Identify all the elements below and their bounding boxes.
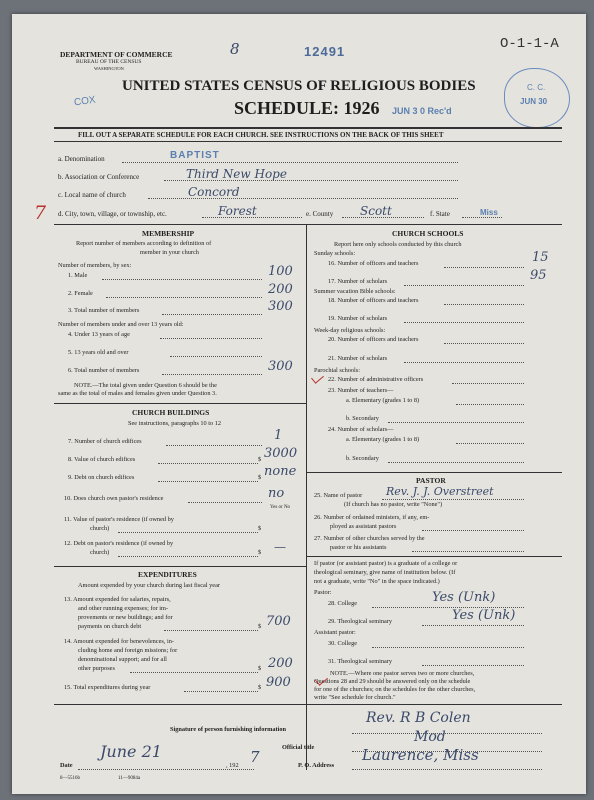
fill-line <box>388 422 524 423</box>
q12-label-a: 12. Debt on pastor's residence (if owned by <box>64 540 174 547</box>
q14-label-c: denominational support; and for all <box>78 656 167 663</box>
q5-label: 5. 13 years old and over <box>68 349 129 356</box>
divider <box>54 566 306 567</box>
q11-label-a: 11. Value of pastor's residence (if owned by <box>64 516 174 523</box>
q14-label-d: other purposes <box>78 665 115 672</box>
q12-label-b: church) <box>90 549 110 556</box>
fill-line <box>184 691 258 692</box>
dollar-sign: $ <box>258 525 262 532</box>
fill-line <box>412 551 524 552</box>
form-subtitle: SCHEDULE: 1926 <box>234 98 380 118</box>
asst-sublabel: Assistant pastor: <box>314 629 356 636</box>
q23a-label: a. Elementary (grades 1 to 8) <box>346 397 420 404</box>
fill-line <box>422 530 524 531</box>
fill-line <box>202 217 302 218</box>
q22-label: 22. Number of administrative officers <box>328 376 424 383</box>
fill-line <box>158 463 258 464</box>
city-name: WASHINGTON <box>94 66 124 71</box>
q29-label: 29. Theological seminary <box>328 618 393 625</box>
fill-line <box>122 162 458 163</box>
q19-label: 19. Number of scholars <box>328 315 388 322</box>
received-stamp: JUN 3 0 Rec'd <box>392 106 452 116</box>
fill-line <box>148 198 458 199</box>
q27-label-b: pastor or his assistants <box>330 544 387 551</box>
q9-label: 9. Debt on church edifices <box>68 474 135 481</box>
fill-line <box>130 672 258 673</box>
schools-sub: Report here only schools conducted by this church <box>334 241 462 248</box>
q23b-label: b. Secondary <box>346 415 379 422</box>
dollar-sign: $ <box>258 549 262 556</box>
signature-value: Rev. R B Colen <box>366 710 471 726</box>
q26-label-b: ployed as assistant pastors <box>330 523 397 530</box>
fill-line <box>444 343 524 344</box>
date-value: June 21 <box>100 742 162 761</box>
denomination-value: BAPTIST <box>170 150 220 161</box>
q13-label-b: and other running expenses; for im- <box>78 605 169 612</box>
grad-note-2: theological seminary, give name of institution below. (If <box>314 569 456 576</box>
fill-line <box>388 462 524 463</box>
q28-label: 28. College <box>328 600 358 607</box>
q9-value: none <box>264 464 297 479</box>
q27-label-a: 27. Number of other churches served by the <box>314 535 425 542</box>
expenditures-heading: EXPENDITURES <box>138 570 197 579</box>
divider <box>54 141 562 142</box>
signature-label: Signature of person furnishing information <box>170 726 287 733</box>
fill-line <box>404 285 524 286</box>
q14-label-b: cluding home and foreign missions; for <box>78 647 178 654</box>
fill-line <box>162 314 262 315</box>
q4-label: 4. Under 13 years of age <box>68 331 130 338</box>
q13-label-d: payments on church debt <box>78 623 142 630</box>
q29-value: Yes (Unk) <box>452 608 516 623</box>
q15-label: 15. Total expenditures during year <box>64 684 151 691</box>
pastor-sublabel: Pastor: <box>314 589 332 596</box>
q28-value: Yes (Unk) <box>432 590 496 605</box>
city-label: d. City, town, village, or township, etc. <box>58 210 167 218</box>
local-name-label: c. Local name of church <box>58 191 126 199</box>
fill-line <box>382 499 524 500</box>
fill-line <box>404 322 524 323</box>
q8-value: 3000 <box>264 446 298 461</box>
divider <box>54 704 562 705</box>
serial-number: 12491 <box>304 44 346 59</box>
q18-label: 18. Number of officers and teachers <box>328 297 419 304</box>
fill-line <box>106 297 262 298</box>
city-value: Forest <box>218 204 257 218</box>
pastor-heading: PASTOR <box>416 476 446 485</box>
yes-no-hint: Yes or No <box>270 505 291 510</box>
q15-value: 900 <box>266 675 291 690</box>
q13-value: 700 <box>266 614 291 629</box>
q10-label: 10. Does church own pastor's residence <box>64 495 164 502</box>
membership-note2: same as the total of males and females given under Question 3. <box>58 390 217 397</box>
q7-value: 1 <box>274 428 283 443</box>
q17-value: 95 <box>530 268 547 283</box>
cc-stamp-top: C. C. <box>527 83 546 92</box>
po-address-label: P. O. Address <box>298 762 335 769</box>
state-value: Miss <box>480 208 498 217</box>
q3-label: 3. Total number of members <box>68 307 140 314</box>
fill-line <box>372 647 524 648</box>
divider <box>54 403 306 404</box>
year-value: 7 <box>250 748 260 766</box>
q2-label: 2. Female <box>68 290 93 297</box>
q25-hint: (If church has no pastor, write "None") <box>344 501 443 508</box>
form-title: UNITED STATES CENSUS OF RELIGIOUS BODIES <box>122 78 476 94</box>
divider <box>54 224 562 225</box>
q12-value: — <box>274 540 286 554</box>
fill-line <box>166 445 262 446</box>
association-value: Third New Hope <box>186 167 287 181</box>
q16-value: 15 <box>532 250 549 265</box>
fill-line <box>158 481 258 482</box>
year-prefix: , 192 <box>226 762 239 769</box>
fill-line <box>162 374 262 375</box>
dollar-sign: $ <box>258 456 262 463</box>
pastor-note-3: for one of the churches; on the schedules for the other churches, <box>314 686 476 693</box>
q24b-label: b. Secondary <box>346 455 379 462</box>
fill-line <box>118 556 258 557</box>
local-name-value: Concord <box>188 185 240 199</box>
fill-line <box>422 625 524 626</box>
q20-label: 20. Number of officers and teachers <box>328 336 419 343</box>
fill-line <box>422 665 524 666</box>
q2-value: 200 <box>268 282 293 297</box>
fill-line <box>78 769 254 770</box>
fill-line <box>160 338 262 339</box>
expenditures-sub: Amount expended by your church during last fiscal year <box>78 582 220 589</box>
q14-label-a: 14. Amount expended for benevolences, in- <box>64 638 174 645</box>
q25-value: Rev. J. J. Overstreet <box>386 485 494 498</box>
fill-line <box>164 630 258 631</box>
q21-label: 21. Number of scholars <box>328 355 388 362</box>
cox-stamp: COX <box>73 94 97 109</box>
fill-line <box>352 733 542 734</box>
fill-line <box>456 404 524 405</box>
fill-line <box>444 304 524 305</box>
membership-note1: NOTE.—The total given under Question 6 should be the <box>74 382 217 389</box>
cc-stamp <box>504 68 570 128</box>
dollar-sign: $ <box>258 474 262 481</box>
dept-name: DEPARTMENT OF COMMERCE <box>60 50 173 59</box>
q30-label: 30. College <box>328 640 358 647</box>
dollar-sign: $ <box>258 623 262 630</box>
divider <box>306 472 562 473</box>
fill-line <box>444 267 524 268</box>
fill-line <box>462 217 502 218</box>
bureau-name: BUREAU OF THE CENSUS <box>76 59 142 65</box>
pastor-note-2: Questions 28 and 29 should be answered only on the schedule <box>314 678 471 685</box>
county-value: Scott <box>360 204 392 218</box>
state-label: f. State <box>430 210 450 218</box>
q26-label-a: 26. Number of ordained ministers, if any, em- <box>314 514 430 521</box>
q14-value: 200 <box>268 656 293 671</box>
q25-label: 25. Name of pastor <box>314 492 363 499</box>
dollar-sign: $ <box>258 665 262 672</box>
q6-value: 300 <box>268 359 293 374</box>
denomination-label: a. Denomination <box>58 155 105 163</box>
fill-line <box>118 532 258 533</box>
po-address-value: Laurence, Miss <box>362 746 479 764</box>
pastor-note-4: write "See schedule for church." <box>314 694 396 701</box>
pastor-note-1: NOTE.—Where one pastor serves two or more churches, <box>330 670 475 677</box>
summer-heading: Summer vacation Bible schools: <box>314 288 396 295</box>
date-label: Date <box>60 762 73 769</box>
fill-line <box>456 443 524 444</box>
association-label: b. Association or Conference <box>58 173 140 181</box>
q13-label-c: provements or new buildings; and for <box>78 614 173 621</box>
official-title-label: Official title <box>282 744 315 751</box>
instruction-line: FILL OUT A SEPARATE SCHEDULE FOR EACH CHURCH. SEE INSTRUCTIONS ON THE BACK OF THIS SHEET <box>78 131 444 139</box>
q31-label: 31. Theological seminary <box>328 658 393 665</box>
q1-label: 1. Male <box>68 272 88 279</box>
divider <box>54 127 562 129</box>
q11-label-b: church) <box>90 525 110 532</box>
schools-heading: CHURCH SCHOOLS <box>392 229 464 238</box>
margin-check-mark: 7 <box>34 202 47 224</box>
official-title-value: Mod <box>414 729 446 745</box>
fill-line <box>188 502 262 503</box>
county-label: e. County <box>306 210 334 218</box>
age-heading: Number of members under and over 13 years old: <box>58 321 184 328</box>
weekday-heading: Week-day religious schools: <box>314 327 386 334</box>
fill-line <box>352 769 542 770</box>
q6-label: 6. Total number of members <box>68 367 140 374</box>
handwritten-number: 8 <box>230 40 240 58</box>
fill-line <box>452 383 524 384</box>
q10-value: no <box>268 486 285 501</box>
parochial-heading: Parochial schools: <box>314 367 360 374</box>
q24a-label: a. Elementary (grades 1 to 8) <box>346 436 420 443</box>
q13-label-a: 13. Amount expended for salaries, repairs, <box>64 596 171 603</box>
form-code: O-1-1-A <box>500 36 559 52</box>
q1-value: 100 <box>268 264 293 279</box>
buildings-sub: See instructions, paragraphs 10 to 12 <box>128 420 222 427</box>
grad-note-3: not a graduate, write "No" in the space indicated.) <box>314 578 440 585</box>
fill-line <box>170 356 262 357</box>
buildings-heading: CHURCH BUILDINGS <box>132 408 210 417</box>
membership-heading: MEMBERSHIP <box>142 229 195 238</box>
fill-line <box>102 279 262 280</box>
q3-value: 300 <box>268 299 293 314</box>
dollar-sign: $ <box>258 684 262 691</box>
column-divider <box>306 224 307 770</box>
q17-label: 17. Number of scholars <box>328 278 388 285</box>
membership-sub2: member in your church <box>140 249 199 256</box>
q7-label: 7. Number of church edifices <box>68 438 142 445</box>
sunday-heading: Sunday schools: <box>314 250 356 257</box>
form-number: 8—5516b <box>60 776 80 781</box>
fill-line <box>342 217 424 218</box>
q23-label: 23. Number of teachers— <box>328 387 394 394</box>
print-number: 11—9084a <box>118 776 141 781</box>
membership-sub1: Report number of members according to definition of <box>76 240 212 247</box>
grad-note-1: If pastor (or assistant pastor) is a graduate of a college or <box>314 560 458 567</box>
census-schedule-sheet <box>12 14 586 794</box>
q8-label: 8. Value of church edifices <box>68 456 136 463</box>
divider <box>306 556 562 557</box>
q16-label: 16. Number of officers and teachers <box>328 260 419 267</box>
cc-stamp-bottom: JUN 30 <box>520 97 548 106</box>
fill-line <box>164 180 458 181</box>
fill-line <box>404 362 524 363</box>
by-sex-label: Number of members, by sex: <box>58 262 132 269</box>
q24-label: 24. Number of scholars— <box>328 426 394 433</box>
